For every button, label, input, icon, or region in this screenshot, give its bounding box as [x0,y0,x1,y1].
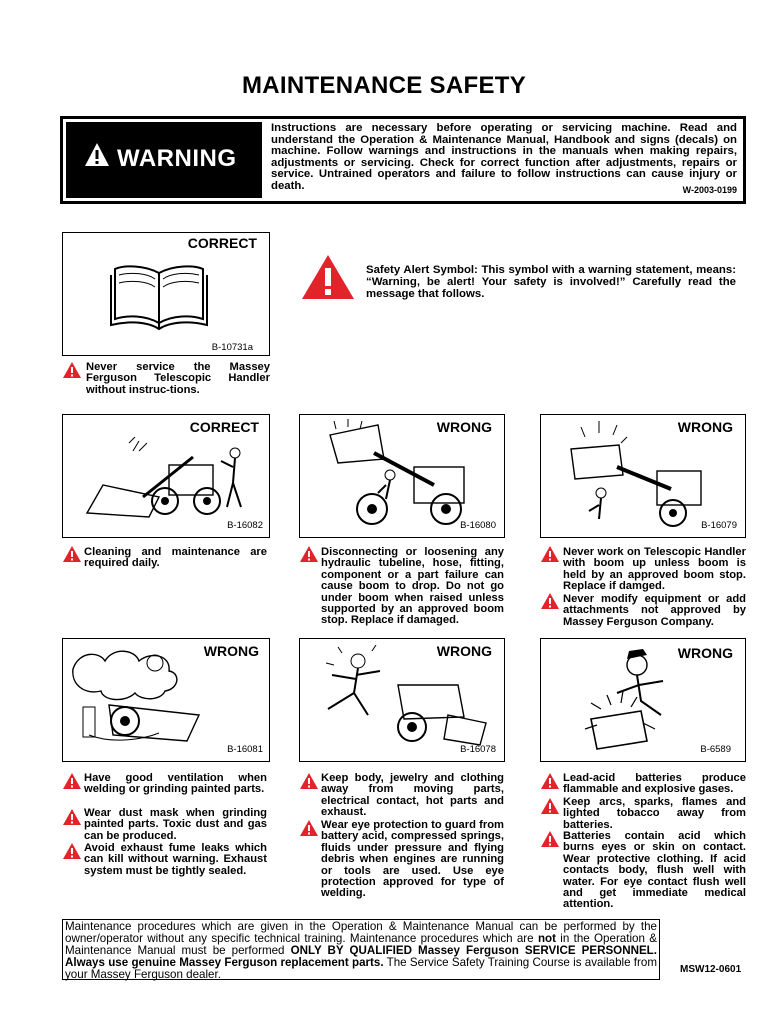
panel-label: CORRECT [187,235,257,251]
panel-bullet: Batteries contain acid which burns eyes or skin on contact. Wear protective clothing. If acid contacts body, flush well with water. For eye contact flush well and get immediate medical attention. [563,830,746,911]
safety-alert-icon [300,253,356,301]
panel-wrong-battery [540,638,746,762]
warning-text: Instructions are necessary before operating or servicing machine. Read and understand the Operation & Maintenance Manual, Handbook and signs (decals) on machine. Follow warnings and instructions in the manuals when making repairs, adjustments or servicing. Check for correct function after adjustments, repairs or service. Untrained operators and failure to follow instructions can cause injury or death. [271,122,737,192]
panel-wrong-ventilation [62,638,270,762]
warning-label-panel [66,122,262,198]
footer-text: Maintenance procedures which are given in the Operation & Maintenance Manual can be performed by the owner/operator without any specific technical training. Maintenance procedures which are [65,920,657,946]
alert-bullet-icon [62,545,82,563]
panel-bullet: Never work on Telescopic Handler with boom up unless boom is held by an approved boom stop. Replace if damged. [563,546,746,593]
document-code: MSW12-0601 [680,964,742,975]
panel-wrong-moving-parts [299,638,505,762]
panel-label: WRONG [677,419,733,435]
panel-code: B-16081 [227,744,263,755]
warning-triangle-icon [84,142,110,168]
panel-bullet: Wear dust mask when grinding painted parts. Toxic dust and gas can be produced. [84,807,267,842]
safety-alert-text: Safety Alert Symbol: This symbol with a warning statement, means: “Warning, be alert! Your safety is involved!” Carefully read the message that follows. [366,264,736,300]
alert-bullet-icon [540,772,560,790]
panel-correct-cleaning [62,414,270,538]
page-title: MAINTENANCE SAFETY [241,72,527,99]
panel-label: CORRECT [189,419,259,435]
panel-wrong-under-boom [299,414,505,538]
alert-bullet-icon [540,797,560,815]
alert-bullet-icon [62,772,82,790]
person-falling-illustration [308,645,492,749]
telehandler-boom-raised-illustration [314,419,490,527]
panel-correct-manual [62,232,270,356]
panel-label: WRONG [436,419,492,435]
panel-code: B-10731a [211,342,253,353]
warning-box [60,116,746,204]
footer-not: not [537,932,556,946]
alert-bullet-icon [299,819,319,837]
footer-note [62,919,660,980]
footer-text: in the Operation & Maintenance Manual must be performed [65,932,657,958]
panel-code: B-16078 [460,744,496,755]
panel-wrong-boom-up [540,414,746,538]
warning-code: W-2003-0199 [679,185,737,195]
alert-bullet-icon [540,830,560,848]
alert-bullet-icon [540,592,560,610]
panel-label: WRONG [677,645,733,661]
panel-bullet: Never modify equipment or add attachments not approved by Massey Ferguson Company. [563,593,746,628]
open-book-illustration [109,263,209,333]
battery-explosion-illustration [581,645,701,753]
panel-code: B-16080 [460,520,496,531]
panel-bullet: Wear eye protection to guard from battery acid, compressed springs, fluids under pressure and flying debris when engines are running or tools are used. Use eye protection approved for type of welding. [321,819,504,900]
alert-bullet-icon [62,842,82,860]
footer-text: The Service Safety Training Course is available from your Massey Ferguson dealer. [65,956,657,982]
alert-bullet-icon [299,545,319,563]
alert-bullet-icon [540,545,560,563]
alert-bullet-icon [62,361,82,379]
panel-label: WRONG [436,643,492,659]
panel-bullet: Keep body, jewelry and clothing away from moving parts, electrical contact, hot parts and exhaust. [321,772,504,819]
telehandler-cleaning-illustration [73,437,263,521]
panel-bullet: Cleaning and maintenance are required daily. [84,546,267,570]
panel-code: B-6589 [700,744,731,755]
panel-code: B-16079 [701,520,737,531]
warning-label: WARNING [117,145,237,172]
telehandler-boom-drop-illustration [561,419,731,529]
panel-bullet: Avoid exhaust fume leaks which can kill without warning. Exhaust system must be tightly sealed. [84,842,267,877]
panel-bullet: Disconnecting or loosening any hydraulic tubeline, hose, fitting, component or a part failure can cause boom to drop. Do not go under boom when raised unless supported by an approved boom stop. Replace if damaged. [321,546,504,627]
panel-label: WRONG [203,643,259,659]
panel-code: B-16082 [227,520,263,531]
panel-bullet: Keep arcs, sparks, flames and lighted tobacco away from batteries. [563,796,746,831]
alert-bullet-icon [62,808,82,826]
panel-bullet: Never service the Massey Ferguson Telescopic Handler without instruc-tions. [86,361,270,396]
alert-bullet-icon [299,772,319,790]
footer-emphasis: ONLY BY QUALIFIED Massey Ferguson SERVICE PERSONNEL. Always use genuine Massey Ferguson replacement parts. [65,944,657,970]
welding-fumes-illustration [69,645,239,745]
panel-bullet: Have good ventilation when welding or grinding painted parts. [84,772,267,796]
panel-bullet: Lead-acid batteries produce flammable and explosive gases. [563,772,746,796]
